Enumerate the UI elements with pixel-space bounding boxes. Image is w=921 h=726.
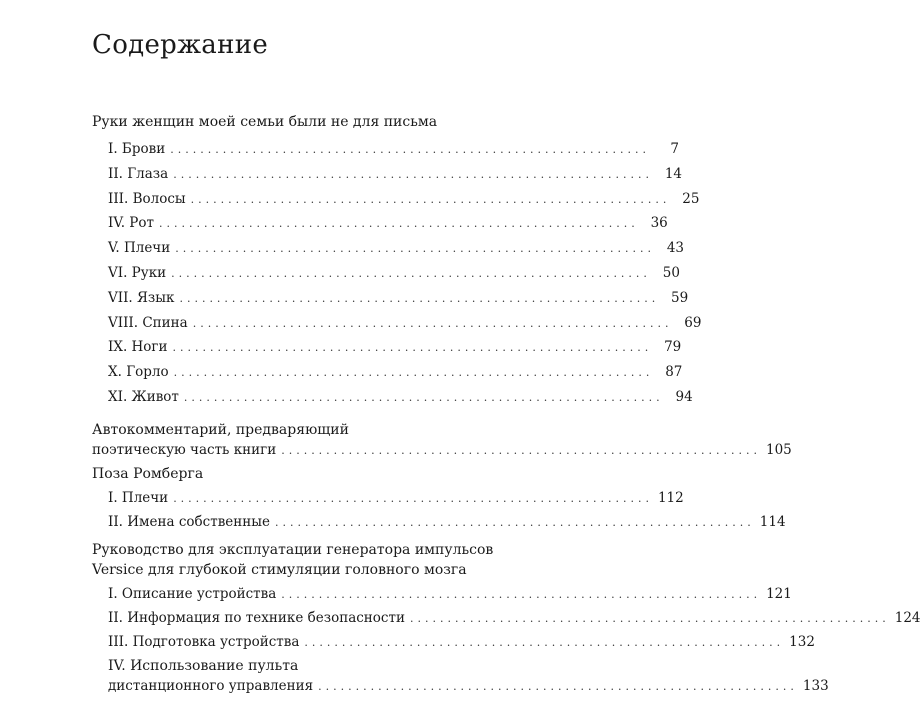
- dot-leader: ................................................................: [173, 167, 654, 181]
- toc-entry-label: XI. Живот: [108, 389, 179, 405]
- dot-leader: ................................................................: [173, 492, 653, 505]
- toc-entry-label: IX. Ноги: [108, 339, 168, 356]
- toc-entry[interactable]: [108, 362, 683, 382]
- dot-leader: ................................................................: [275, 516, 755, 529]
- toc-entry-label: II. Информация по технике безопасности: [108, 610, 405, 626]
- toc-entry[interactable]: [108, 608, 921, 628]
- dot-leader: ................................................................: [170, 143, 650, 156]
- toc-entry-label: X. Горло: [108, 364, 169, 381]
- toc-entry-page-number: 25: [682, 190, 700, 207]
- toc-entry[interactable]: [108, 337, 682, 357]
- toc-entry-label: III. Подготовка устройства: [108, 634, 300, 650]
- page-title: Содержание: [92, 30, 269, 60]
- part4-last-entry-row[interactable]: [108, 676, 829, 696]
- toc-entry-page-number: 36: [650, 215, 668, 232]
- part2-title-line2: поэтическую часть книги: [92, 442, 277, 458]
- dot-leader: ................................................................: [172, 341, 653, 355]
- dot-leader: ................................................................: [173, 366, 654, 380]
- toc-entry-label: VII. Язык: [108, 289, 175, 306]
- toc-entry-page-number: 87: [665, 364, 683, 381]
- dot-leader: ................................................................: [281, 444, 761, 457]
- toc-entry[interactable]: [108, 164, 683, 184]
- toc-entry[interactable]: [108, 189, 700, 209]
- toc-entry[interactable]: [108, 238, 685, 258]
- part2-title-line1: Автокомментарий, предваряющий: [92, 422, 349, 438]
- part4-last-entry-line1: IV. Использование пульта: [108, 658, 299, 674]
- toc-entry[interactable]: [108, 512, 786, 532]
- toc-entry-label: IV. Рот: [108, 215, 154, 232]
- toc-entry-label: V. Плечи: [108, 240, 171, 257]
- toc-entry[interactable]: [108, 632, 815, 652]
- toc-entry-label: III. Волосы: [108, 190, 186, 207]
- dot-leader: ................................................................: [281, 588, 762, 601]
- part4-title-line1: Руководство для эксплуатации генератора импульсов: [92, 542, 494, 558]
- toc-entry-page-number: 69: [684, 314, 702, 331]
- toc-entry-page-number: 114: [759, 514, 786, 530]
- dot-leader: ................................................................: [175, 242, 656, 256]
- toc-entry-label: II. Глаза: [108, 165, 169, 182]
- part2-title-line2-row[interactable]: [92, 440, 792, 460]
- part4-last-entry-line2: дистанционного управления: [108, 678, 314, 694]
- dot-leader: ................................................................: [158, 217, 639, 231]
- dot-leader: ................................................................: [304, 636, 785, 649]
- toc-entry-page-number: 50: [662, 265, 680, 281]
- dot-leader: ................................................................: [183, 391, 664, 404]
- toc-entry[interactable]: [108, 139, 679, 159]
- part4-last-entry-page: 133: [802, 678, 829, 694]
- toc-entry-label: VI. Руки: [108, 265, 167, 281]
- dot-leader: ................................................................: [190, 192, 671, 206]
- toc-entry[interactable]: [108, 584, 792, 604]
- toc-entry-label: I. Брови: [108, 141, 166, 157]
- toc-entry-page-number: 7: [670, 141, 679, 157]
- toc-entry-page-number: 112: [657, 490, 684, 506]
- toc-entry-label: I. Описание устройства: [108, 586, 277, 602]
- toc-entry[interactable]: [108, 387, 693, 407]
- toc-entry[interactable]: [108, 288, 689, 308]
- toc-entry-label: VIII. Спина: [108, 314, 188, 331]
- toc-entry-page-number: 124: [894, 610, 921, 626]
- dot-leader: ................................................................: [192, 316, 673, 330]
- toc-entry-page-number: 43: [666, 240, 685, 257]
- part2-page-number: 105: [765, 442, 792, 458]
- toc-entry-page-number: 94: [675, 389, 693, 405]
- part3-title: Поза Ромберга: [92, 466, 204, 482]
- toc-entry-label: II. Имена собственные: [108, 514, 271, 530]
- part1-title: Руки женщин моей семьи были не для письма: [92, 114, 438, 130]
- part4-title-line2: Versice для глубокой стимуляции головного мозга: [92, 562, 467, 578]
- dot-leader: ................................................................: [318, 680, 798, 693]
- toc-entry-label: I. Плечи: [108, 490, 169, 506]
- toc-entry-page-number: 121: [766, 586, 792, 602]
- toc-entry[interactable]: [108, 263, 680, 283]
- toc-entry-page-number: 132: [789, 634, 815, 650]
- toc-entry[interactable]: [108, 213, 668, 233]
- dot-leader: ................................................................: [179, 291, 660, 305]
- dot-leader: ................................................................: [171, 267, 651, 280]
- toc-entry[interactable]: [108, 313, 702, 333]
- toc-entry[interactable]: [108, 488, 684, 508]
- toc-entry-page-number: 59: [671, 289, 689, 306]
- toc-entry-page-number: 79: [664, 339, 682, 356]
- dot-leader: ................................................................: [409, 612, 890, 625]
- toc-entry-page-number: 14: [664, 165, 683, 182]
